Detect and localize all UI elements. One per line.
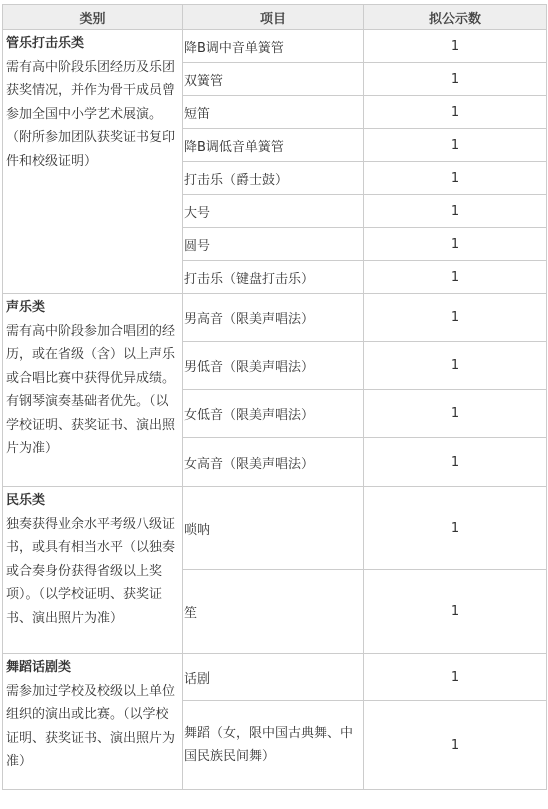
count-cell: 1	[364, 438, 547, 487]
item-cell: 舞蹈（女，限中国古典舞、中国民族民间舞）	[183, 701, 364, 790]
count-cell: 1	[364, 570, 547, 654]
count-cell: 1	[364, 96, 547, 129]
table-row	[3, 487, 547, 570]
count-cell: 1	[364, 30, 547, 63]
item-cell: 女高音（限美声唱法）	[183, 438, 364, 487]
category-cell-folk	[3, 487, 183, 654]
category-desc: 需有高中阶段乐团经历及乐团获奖情况，并作为骨干成员曾参加全国中小学艺术展演。（附所参加团队获奖证书复印件和校级证明）	[6, 59, 176, 169]
table-row	[3, 654, 547, 701]
category-cell-dance	[3, 654, 183, 790]
item-cell: 大号	[183, 195, 364, 228]
header-row	[3, 5, 547, 30]
count-cell: 1	[364, 701, 547, 790]
table-row	[3, 30, 547, 63]
count-cell: 1	[364, 129, 547, 162]
category-title: 管乐打击乐类	[6, 36, 85, 51]
table-row	[3, 294, 547, 342]
item-cell: 男低音（限美声唱法）	[183, 342, 364, 390]
category-cell-brass	[3, 30, 183, 294]
count-cell: 1	[364, 487, 547, 570]
count-cell: 1	[364, 390, 547, 438]
header-category: 类别	[3, 5, 183, 30]
item-cell: 打击乐（键盘打击乐）	[183, 261, 364, 294]
item-cell: 男高音（限美声唱法）	[183, 294, 364, 342]
count-cell: 1	[364, 342, 547, 390]
category-title: 民乐类	[6, 493, 46, 508]
item-cell: 圆号	[183, 228, 364, 261]
count-cell: 1	[364, 63, 547, 96]
recruitment-table	[2, 4, 547, 790]
header-count: 拟公示数	[364, 5, 547, 30]
count-cell: 1	[364, 654, 547, 701]
category-desc: 需有高中阶段参加合唱团的经历，或在省级（含）以上声乐或合唱比赛中获得优异成绩。有钢琴演奏基础者优先。（以学校证明、获奖证书、演出照片为准）	[6, 323, 176, 456]
item-cell: 唢呐	[183, 487, 364, 570]
count-cell: 1	[364, 294, 547, 342]
category-title: 声乐类	[6, 300, 46, 315]
item-cell: 女低音（限美声唱法）	[183, 390, 364, 438]
item-cell: 降B调低音单簧管	[183, 129, 364, 162]
item-cell: 降B调中音单簧管	[183, 30, 364, 63]
count-cell: 1	[364, 162, 547, 195]
header-item: 项目	[183, 5, 364, 30]
count-cell: 1	[364, 261, 547, 294]
item-cell: 笙	[183, 570, 364, 654]
count-cell: 1	[364, 228, 547, 261]
item-cell: 打击乐（爵士鼓）	[183, 162, 364, 195]
item-cell: 话剧	[183, 654, 364, 701]
category-desc: 独奏获得业余水平考级八级证书，或具有相当水平（以独奏或合奏身份获得省级以上奖项）。（以学校证明、获奖证书、演出照片为准）	[6, 516, 176, 626]
category-desc: 需参加过学校及校级以上单位组织的演出或比赛。（以学校证明、获奖证书、演出照片为准）	[6, 683, 176, 769]
category-title: 舞蹈话剧类	[6, 660, 72, 675]
count-cell: 1	[364, 195, 547, 228]
category-cell-vocal	[3, 294, 183, 487]
item-cell: 短笛	[183, 96, 364, 129]
item-cell: 双簧管	[183, 63, 364, 96]
